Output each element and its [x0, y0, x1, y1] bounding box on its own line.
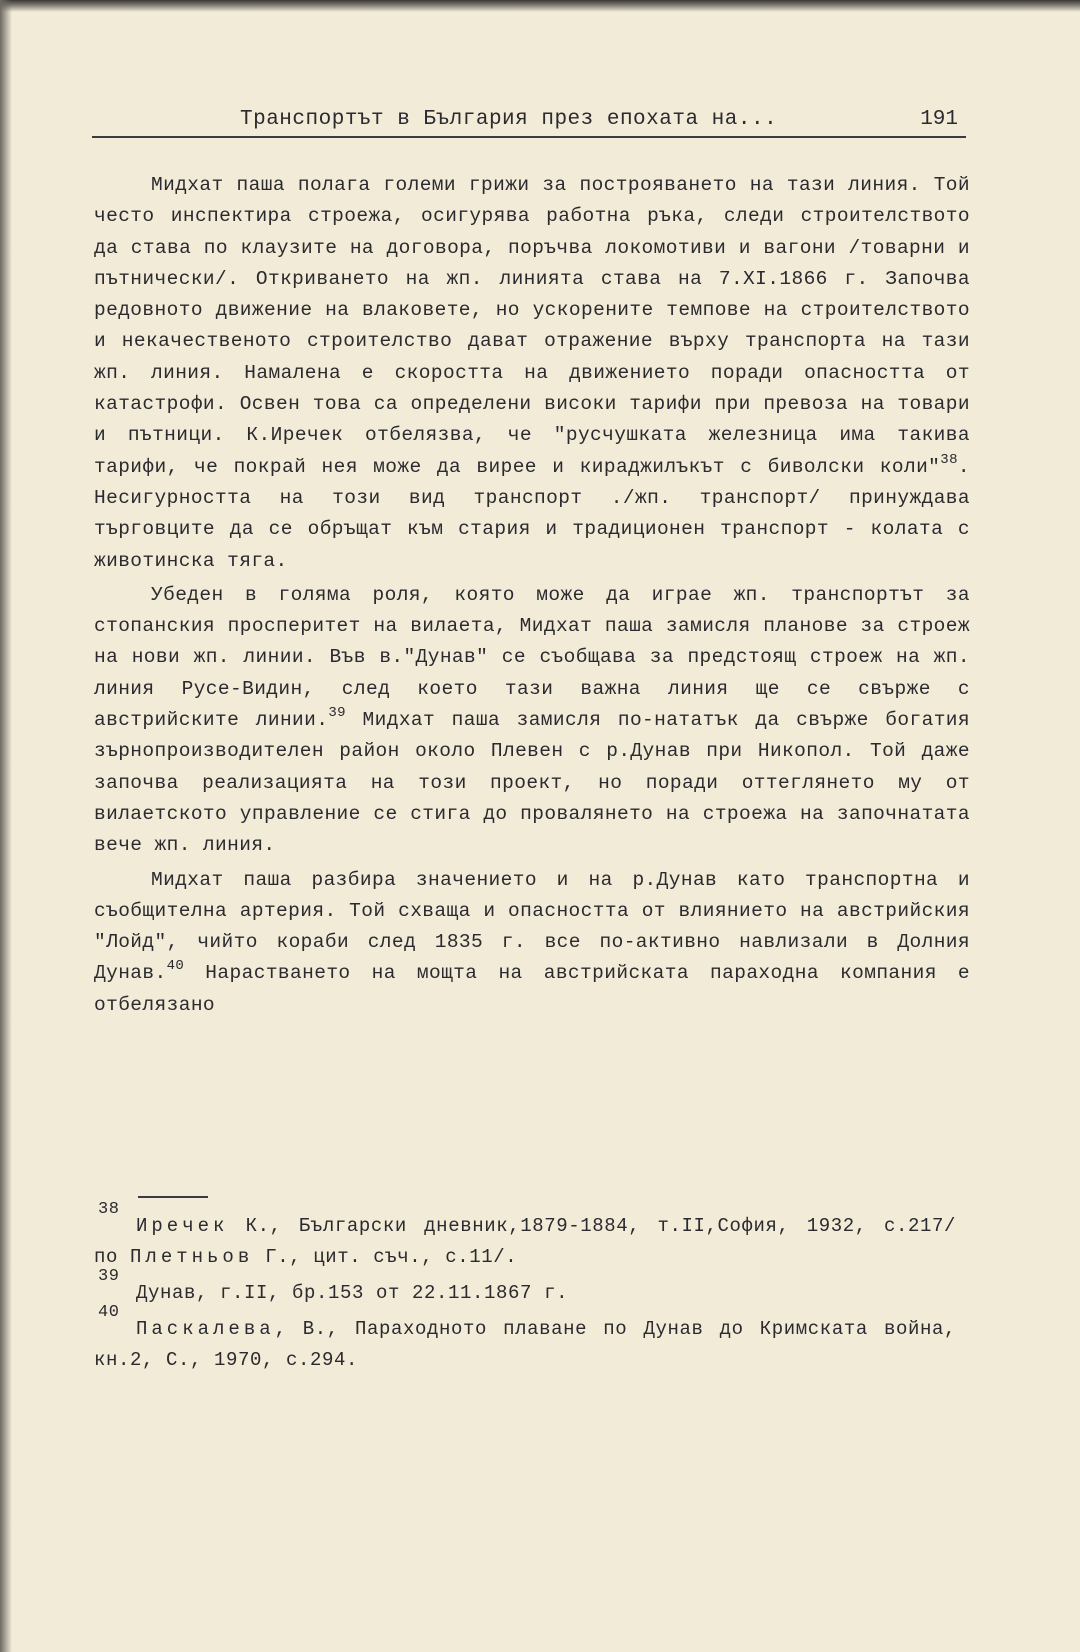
paragraph-text: Мидхат паша замисля по-нататък да свърже богатия зърнопроизводителен район около Плевен с р.Дунав при Никопол. Той даже започва реализацията на този проект, но поради оттеглянето му от вилаетското управление се стига до провалянето на строежа на започнатата вече жп. линия.	[94, 709, 970, 857]
footnote-ref-38: 38	[940, 451, 958, 468]
footnote-39: 39Дунав, г.II, бр.153 от 22.11.1867 г.	[98, 1267, 569, 1304]
footnote-author: Плетньов	[130, 1246, 254, 1268]
footnote-ref-40: 40	[166, 958, 185, 975]
footnote-38: 38Иречек К., Български дневник,1879-1884, т.II,София, 1932, с.217/ по Плетньов Г., цит. съч., с.11/.	[94, 1200, 956, 1268]
footnote-text: Дунав, г.II, бр.153 от 22.11.1867 г.	[136, 1282, 569, 1304]
paragraph-text: . Несигурността на този вид транспорт ./жп. транспорт/ принуждава търговците да се обръщат към стария и традиционен транспорт - колата с животинска тяга.	[94, 455, 970, 572]
page-number: 191	[920, 108, 958, 131]
paragraph-2	[94, 580, 970, 862]
paragraph-text: Мидхат паша полага големи грижи за построяването на тази линия. Той често инспектира строежа, осигурява работна ръка, следи строителството да става по клаузите на договора, поръчва локомотиви и вагони /товарни и пътнически/. Откриването на жп. линията става на 7.XI.1866 г. Започва редовното движение на влаковете, но ускорените темпове на строителството и некачественото строителство дават отражение върху транспорта на тази жп. линия. Намалена е скоростта на движението поради опасността от катастрофи. Освен това са определени високи тарифи при превоза на товари и пътници. К.Иречек отбелязва, че "русчушката железница има такива тарифи, че покрай нея може да вирее и кираджилъкът с биволски коли"	[94, 174, 970, 478]
page-left-edge	[0, 0, 12, 1652]
footnote-text: , В., Параходното плаване по Дунав до Кримската война, кн.2, С., 1970, с.294.	[94, 1318, 956, 1371]
paragraph-1	[94, 170, 970, 577]
footnote-text: К., Български дневник,1879-1884, т.II,София, 1932, с.217/ по	[94, 1215, 956, 1268]
footnote-ref-39: 39	[328, 705, 346, 722]
paragraph-text: Мидхат паша разбира значението и на р.Дунав като транспортна и съобщителна артерия. Той схваща и опасността от влиянието на австрийския "Лойд", чийто кораби след 1835 г. все по-активно навлизали в Долния Дунав.	[94, 868, 970, 985]
running-title: Транспортът в България през епохата на...	[240, 108, 778, 131]
body-text	[94, 170, 970, 1024]
page-header	[92, 106, 966, 138]
footnote-author: Паскалева	[136, 1318, 275, 1340]
paragraph-text: Убеден в голяма роля, която може да играе жп. транспортът за стопанския просперитет на вилаета, Мидхат паша замисля планове за строеж на нови жп. линии. Във в."Дунав" се съобщава за предстоящ строеж на жп. линия Русе-Видин, след което тази важна линия ще се свърже с австрийските линии.	[94, 583, 970, 732]
footnotes	[94, 1200, 956, 1380]
footnote-separator	[138, 1196, 208, 1198]
page-top-shadow	[0, 0, 1080, 12]
paragraph-text: Нарастването на мощта на австрийската параходна компания е отбелязано	[94, 962, 970, 1016]
footnote-text: Г., цит. съч., с.11/.	[253, 1246, 518, 1268]
footnote-40: 40Паскалева, В., Параходното плаване по Дунав до Кримската война, кн.2, С., 1970, с.294.	[94, 1303, 956, 1371]
paragraph-3	[94, 865, 970, 1021]
footnote-author: Иречек	[136, 1215, 229, 1237]
